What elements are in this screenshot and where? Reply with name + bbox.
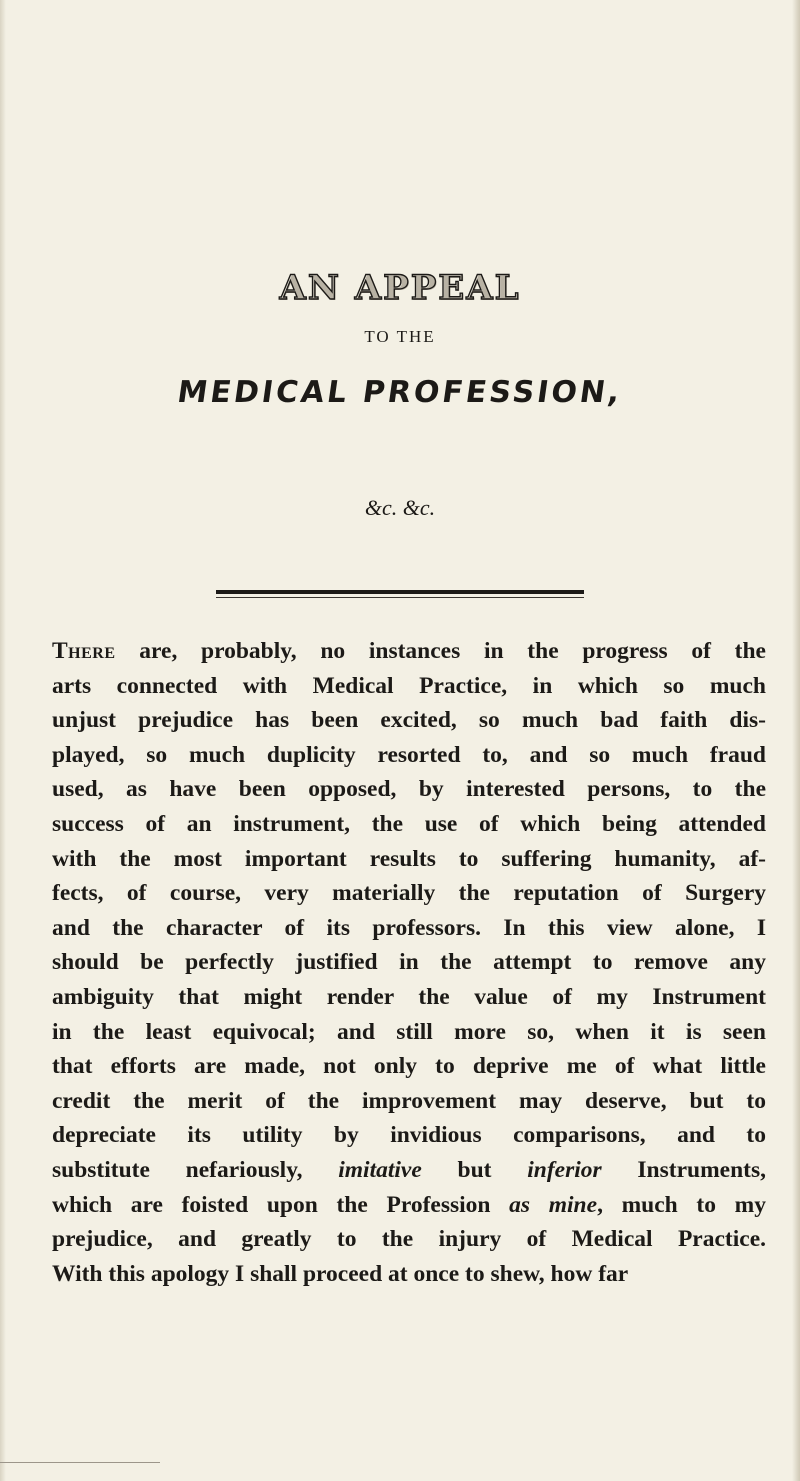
body-line-2 bbox=[52, 669, 766, 704]
opening-word: There bbox=[52, 638, 116, 664]
body-paragraph bbox=[52, 634, 766, 1291]
body-line-6 bbox=[52, 807, 766, 842]
heading-medical-profession: MEDICAL PROFESSION, bbox=[175, 375, 625, 410]
body-line-18 bbox=[52, 1222, 766, 1257]
body-text-segment: which are foisted upon the Profession bbox=[52, 1191, 510, 1218]
body-line-10 bbox=[52, 945, 766, 980]
body-text-segment: depreciate its utility by invidious comparisons, and to bbox=[52, 1122, 766, 1149]
body-text-segment: prejudice, and greatly to the injury of Medical Practice. bbox=[52, 1226, 766, 1253]
body-text-segment: used, as have been opposed, by interested persons, to the bbox=[52, 776, 766, 803]
body-line-19 bbox=[52, 1257, 766, 1292]
body-line-12 bbox=[52, 1015, 766, 1050]
body-text-segment: fects, of course, very materially the reputation of Surgery bbox=[52, 880, 766, 907]
body-text-segment: unjust prejudice has been excited, so much bad faith dis- bbox=[52, 707, 766, 734]
subtitle-to-the: TO THE bbox=[364, 327, 436, 346]
body-line-15 bbox=[52, 1118, 766, 1153]
title-an-appeal: AN APPEAL bbox=[279, 268, 521, 308]
body-text-segment: Instruments, bbox=[601, 1156, 766, 1183]
body-line-1 bbox=[52, 634, 766, 669]
body-text-segment: ambiguity that might render the value of my Instrument bbox=[52, 983, 766, 1010]
body-line-9 bbox=[52, 911, 766, 946]
body-text-segment: arts connected with Medical Practice, in which so much bbox=[52, 672, 766, 699]
body-line-8 bbox=[52, 876, 766, 911]
body-text-segment: but bbox=[421, 1156, 528, 1183]
body-text-segment: credit the merit of the improvement may deserve, but to bbox=[52, 1087, 766, 1114]
italic-imitative: imitative bbox=[338, 1156, 422, 1183]
decorative-rule-thin bbox=[216, 597, 584, 598]
body-text-segment: With this apology I shall proceed at once to shew, how far bbox=[52, 1260, 629, 1287]
page-bottom-edge bbox=[0, 1462, 160, 1463]
body-text-segment: and the character of its professors. In this view alone, I bbox=[52, 914, 766, 941]
decorative-rule-thick bbox=[216, 590, 584, 594]
body-line-13 bbox=[52, 1049, 766, 1084]
body-text-segment: that efforts are made, not only to deprive me of what little bbox=[52, 1053, 766, 1080]
body-line-17 bbox=[52, 1188, 766, 1223]
page-edge-right bbox=[792, 0, 800, 1481]
body-line-7 bbox=[52, 842, 766, 877]
body-text-segment: should be perfectly justified in the attempt to remove any bbox=[52, 949, 766, 976]
body-line-14 bbox=[52, 1084, 766, 1119]
body-text-segment: in the least equivocal; and still more so, when it is seen bbox=[52, 1018, 766, 1045]
page-edge-left bbox=[0, 0, 6, 1481]
etc-line: &c. &c. bbox=[364, 495, 436, 520]
body-line-16 bbox=[52, 1153, 766, 1188]
body-line-4 bbox=[52, 738, 766, 773]
body-text-segment: played, so much duplicity resorted to, and so much fraud bbox=[52, 741, 766, 768]
body-line-5 bbox=[52, 772, 766, 807]
body-text-segment: are, probably, no instances in the progress of the bbox=[115, 638, 766, 664]
body-text-segment: with the most important results to suffering humanity, af- bbox=[52, 845, 766, 872]
body-line-11 bbox=[52, 980, 766, 1015]
body-text-segment: substitute nefariously, bbox=[52, 1156, 339, 1183]
italic-inferior: inferior bbox=[527, 1156, 602, 1183]
italic-as-mine: as mine bbox=[509, 1191, 598, 1218]
body-text-segment: success of an instrument, the use of which being attended bbox=[52, 810, 766, 837]
body-text-segment: , much to my bbox=[597, 1191, 767, 1218]
body-line-3 bbox=[52, 703, 766, 738]
